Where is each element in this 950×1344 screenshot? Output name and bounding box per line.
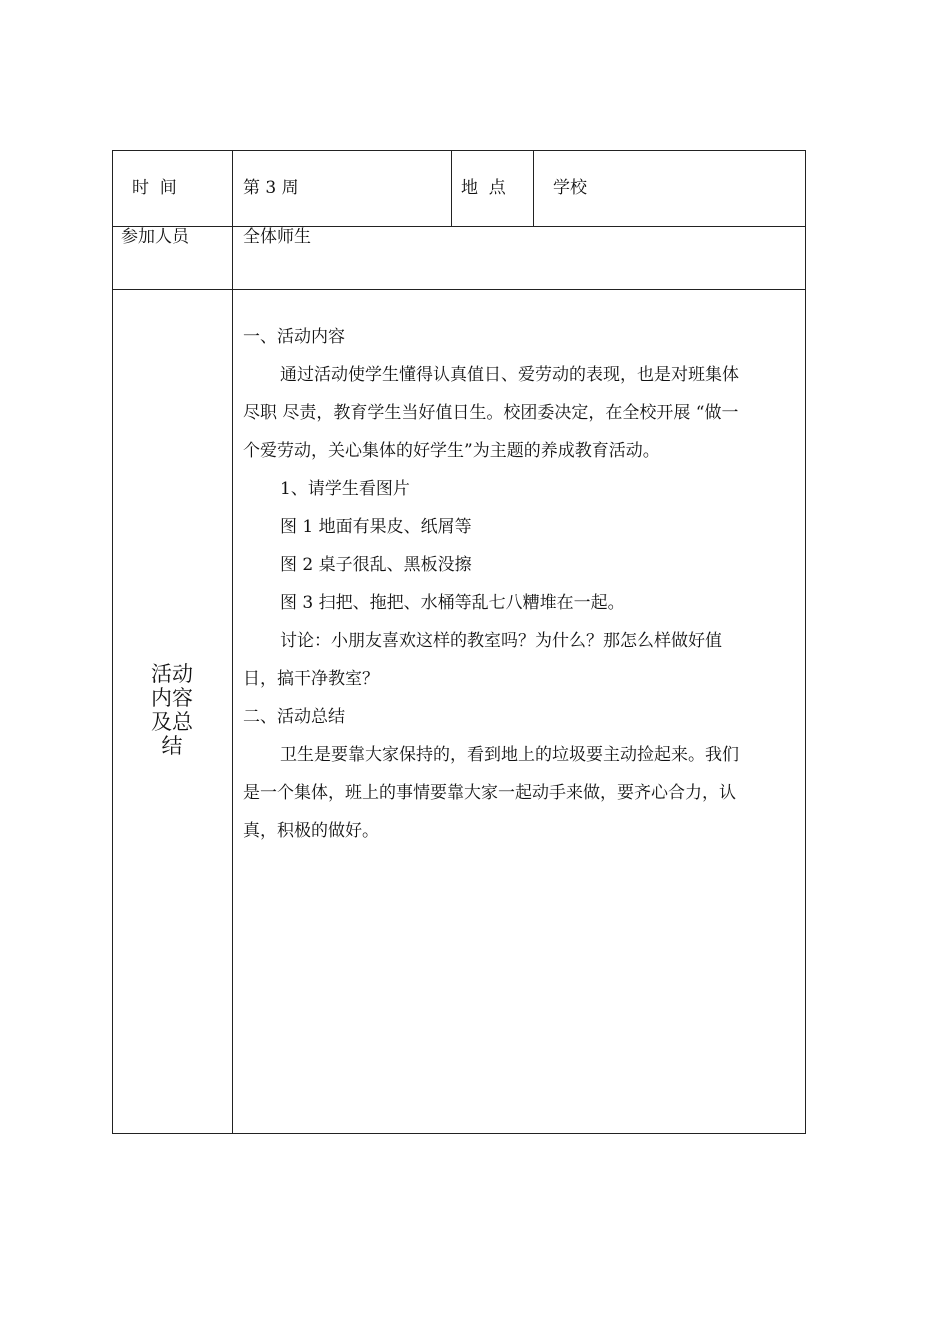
content-summary-label-line: 结 <box>161 734 183 758</box>
row-divider-2 <box>112 289 806 290</box>
time-value: 第 3 周 <box>243 178 299 198</box>
participants-value: 全体师生 <box>243 227 311 247</box>
col-divider-place-value <box>533 150 534 227</box>
content-summary-label-line: 活动 <box>151 662 193 686</box>
content-line: 图 1 地面有果皮、纸屑等 <box>280 517 472 537</box>
row-divider-1 <box>112 226 806 227</box>
content-line: 一、活动内容 <box>243 327 345 347</box>
activity-content-body <box>243 318 799 850</box>
content-line: 讨论：小朋友喜欢这样的教室吗？为什么？那怎么样做好值 <box>280 631 722 651</box>
table-border-top <box>112 150 806 151</box>
col-divider-place-label <box>451 150 452 227</box>
place-value: 学校 <box>553 178 587 198</box>
table-border-bottom <box>112 1133 806 1134</box>
content-line: 真，积极的做好。 <box>243 821 379 841</box>
activity-record-table <box>112 150 806 1134</box>
table-border-left <box>112 150 113 1134</box>
place-label: 地 点 <box>461 178 506 198</box>
content-line: 尽职 尽责，教育学生当好值日生。校团委决定，在全校开展 “做一 <box>243 403 739 423</box>
table-border-right <box>805 150 806 1134</box>
content-line: 通过活动使学生懂得认真值日、爱劳动的表现，也是对班集体 <box>280 365 739 385</box>
content-line: 卫生是要靠大家保持的，看到地上的垃圾要主动捡起来。我们 <box>280 745 739 765</box>
content-line: 图 3 扫把、拖把、水桶等乱七八糟堆在一起。 <box>280 593 625 613</box>
content-summary-label-line: 内容 <box>151 686 193 710</box>
content-line: 日，搞干净教室？ <box>243 669 379 689</box>
col-divider-label <box>232 150 233 1134</box>
content-line: 个爱劳动，关心集体的好学生”为主题的养成教育活动。 <box>243 441 660 461</box>
content-summary-label <box>112 662 232 758</box>
content-line: 是一个集体，班上的事情要靠大家一起动手来做，要齐心合力，认 <box>243 783 736 803</box>
participants-label: 参加人员 <box>121 227 189 247</box>
content-line: 1、请学生看图片 <box>280 479 410 499</box>
content-summary-label-line: 及总 <box>151 710 193 734</box>
content-line: 二、活动总结 <box>243 707 345 727</box>
content-line: 图 2 桌子很乱、黑板没擦 <box>280 555 472 575</box>
time-label: 时 间 <box>132 178 177 198</box>
